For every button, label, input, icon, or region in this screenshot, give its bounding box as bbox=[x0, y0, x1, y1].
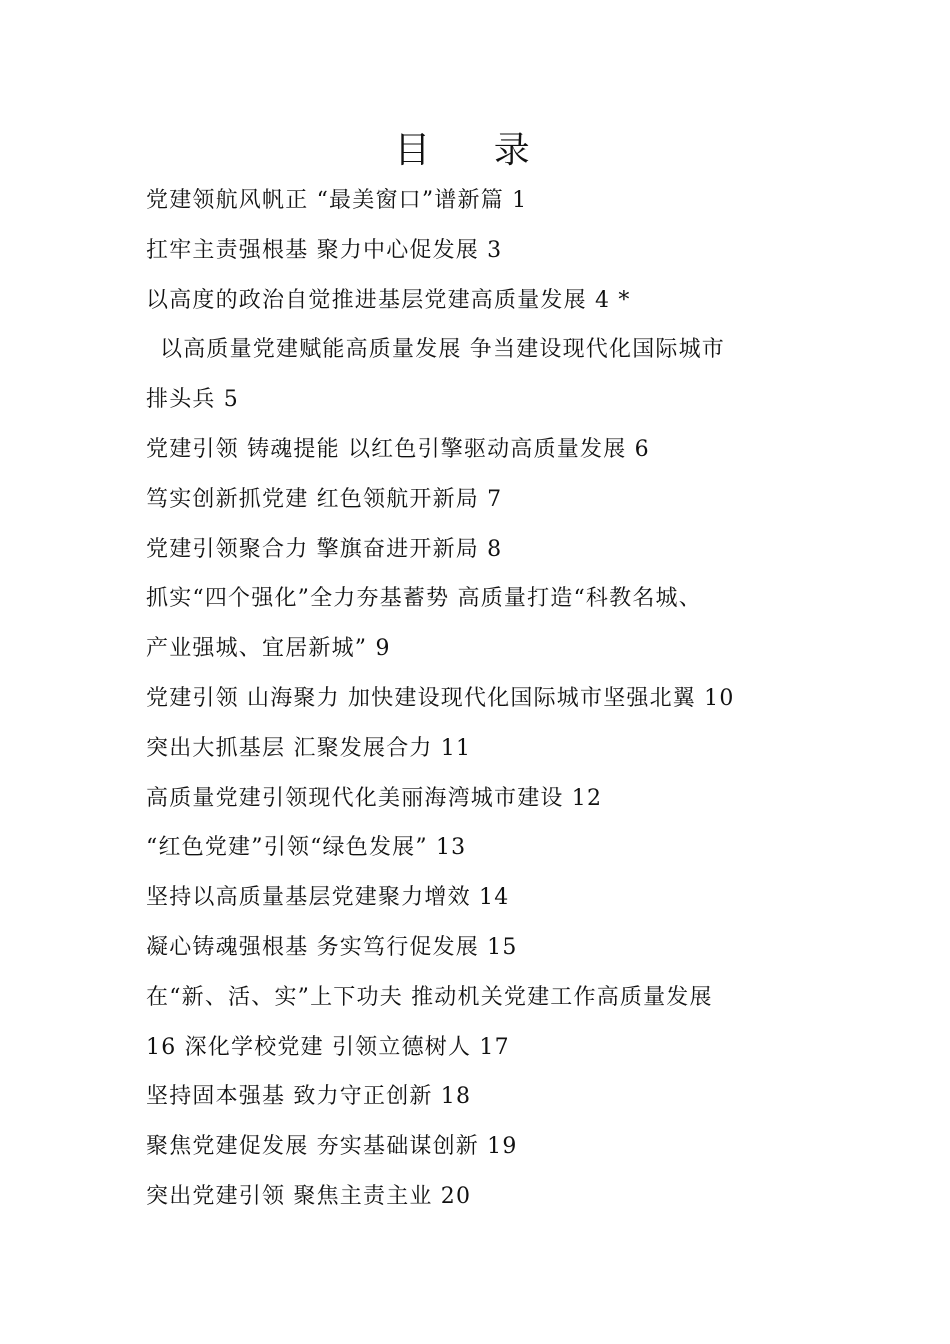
toc-entry: 坚持固本强基 致力守正创新 18 bbox=[146, 1084, 472, 1110]
toc-entry: 高质量党建引领现代化美丽海湾城市建设 12 bbox=[146, 785, 603, 811]
toc-entry: 坚持以高质量基层党建聚力增效 14 bbox=[146, 885, 510, 911]
toc-entry: 凝心铸魂强根基 务实笃行促发展 15 bbox=[146, 934, 518, 960]
toc-entry: 党建引领 山海聚力 加快建设现代化国际城市坚强北翼 10 bbox=[146, 685, 735, 711]
toc-entry: 党建引领 铸魂提能 以红色引擎驱动高质量发展 6 bbox=[146, 436, 650, 462]
toc-entry-continuation: 产业强城、宜居新城” 9 bbox=[146, 636, 391, 662]
toc-entry-continuation: 排头兵 5 bbox=[146, 387, 239, 413]
toc-entry: 党建领航风帆正 “最美窗口”谱新篇 1 bbox=[146, 188, 528, 213]
toc-entry: “红色党建”引领“绿色发展” 13 bbox=[146, 835, 467, 861]
toc-entry: 聚焦党建促发展 夯实基础谋创新 19 bbox=[146, 1134, 518, 1160]
toc-entry: 突出大抓基层 汇聚发展合力 11 bbox=[146, 735, 472, 761]
toc-entry: 以高质量党建赋能高质量发展 争当建设现代化国际城市 bbox=[160, 337, 725, 363]
toc-entry: 党建引领聚合力 擎旗奋进开新局 8 bbox=[146, 536, 503, 562]
table-of-contents bbox=[146, 176, 826, 1222]
page-title: 目 录 bbox=[394, 130, 556, 171]
toc-entry: 突出党建引领 聚焦主责主业 20 bbox=[146, 1183, 472, 1209]
toc-entry: 扛牢主责强根基 聚力中心促发展 3 bbox=[146, 237, 503, 263]
toc-entry: 在“新、活、实”上下功夫 推动机关党建工作高质量发展 bbox=[146, 984, 713, 1010]
toc-entry: 笃实创新抓党建 红色领航开新局 7 bbox=[146, 486, 503, 512]
toc-entry: 以高度的政治自觉推进基层党建高质量发展 4 * bbox=[146, 287, 631, 313]
toc-entry: 16 深化学校党建 引领立德树人 17 bbox=[146, 1034, 510, 1060]
toc-entry: 抓实“四个强化”全力夯基蓄势 高质量打造“科教名城、 bbox=[146, 586, 702, 612]
